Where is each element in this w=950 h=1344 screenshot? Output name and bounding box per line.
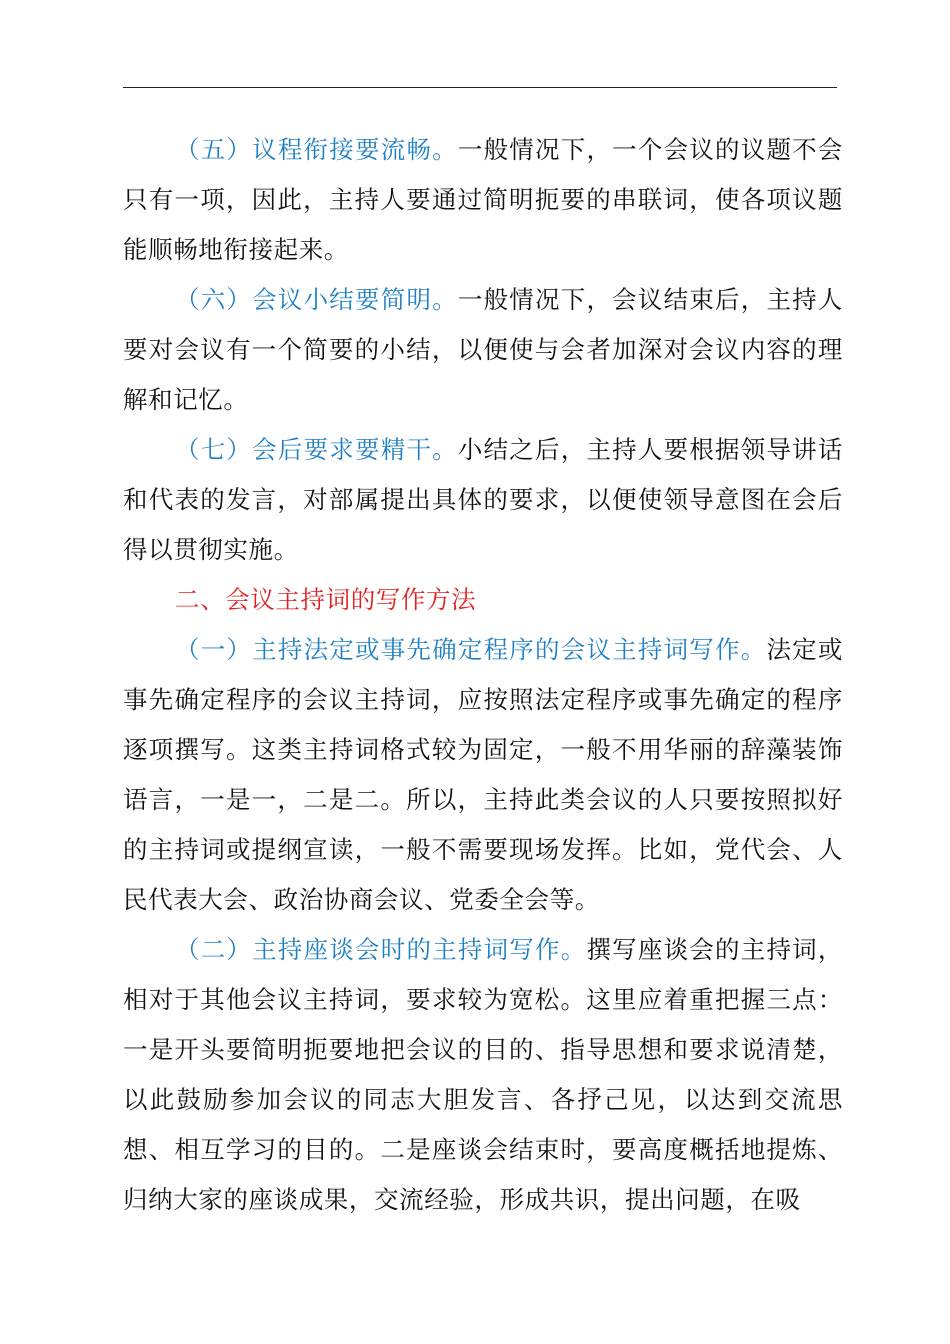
paragraph-heading: （二）主持座谈会时的主持词写作。: [175, 935, 587, 964]
paragraph-heading: （五）议程衔接要流畅。: [175, 135, 458, 164]
paragraph-text: 法定或事先确定程序的会议主持词，应按照法定程序或事先确定的程序逐项撰写。这类主持词格式较为固定，一般不用华丽的辞藻装饰语言，一是一，二是二。所以，主持此类会议的人只要按照拟好的主持词或提纲宣读，一般不需要现场发挥。比如，党代会、人民代表大会、政治协商会议、党委全会等。: [123, 635, 843, 914]
paragraph-text: 一般情况下，会议结束后，主持人要对会议有一个简要的小结，以便使与会者加深对会议内容的理解和记忆。: [123, 285, 843, 414]
paragraph-heading: （一）主持法定或事先确定程序的会议主持词写作。: [175, 635, 767, 664]
paragraph-meeting-summary: [123, 275, 843, 425]
paragraph-text: 一般情况下，一个会议的议题不会只有一项，因此，主持人要通过简明扼要的串联词，使各项议题能顺畅地衔接起来。: [123, 135, 843, 264]
paragraph-heading: （七）会后要求要精干。: [175, 435, 458, 464]
paragraph-post-meeting-requirements: [123, 425, 843, 575]
paragraph-statutory-procedure: [123, 625, 843, 925]
paragraph-agenda-transition: [123, 125, 843, 275]
paragraph-symposium-host: [123, 925, 843, 1225]
paragraph-text: 撰写座谈会的主持词，相对于其他会议主持词，要求较为宽松。这里应着重把握三点：一是开头要简明扼要地把会议的目的、指导思想和要求说清楚，以此鼓励参加会议的同志大胆发言、各抒己见，以达到交流思想、相互学习的目的。二是座谈会结束时，要高度概括地提炼、归纳大家的座谈成果，交流经验，形成共识，提出问题，在吸: [123, 935, 843, 1214]
document-body: [123, 125, 843, 1225]
paragraph-text: 小结之后，主持人要根据领导讲话和代表的发言，对部属提出具体的要求，以便使领导意图在会后得以贯彻实施。: [123, 435, 843, 564]
header-rule: [123, 87, 837, 88]
section-title: 二、会议主持词的写作方法: [175, 585, 477, 614]
paragraph-heading: （六）会议小结要简明。: [175, 285, 458, 314]
